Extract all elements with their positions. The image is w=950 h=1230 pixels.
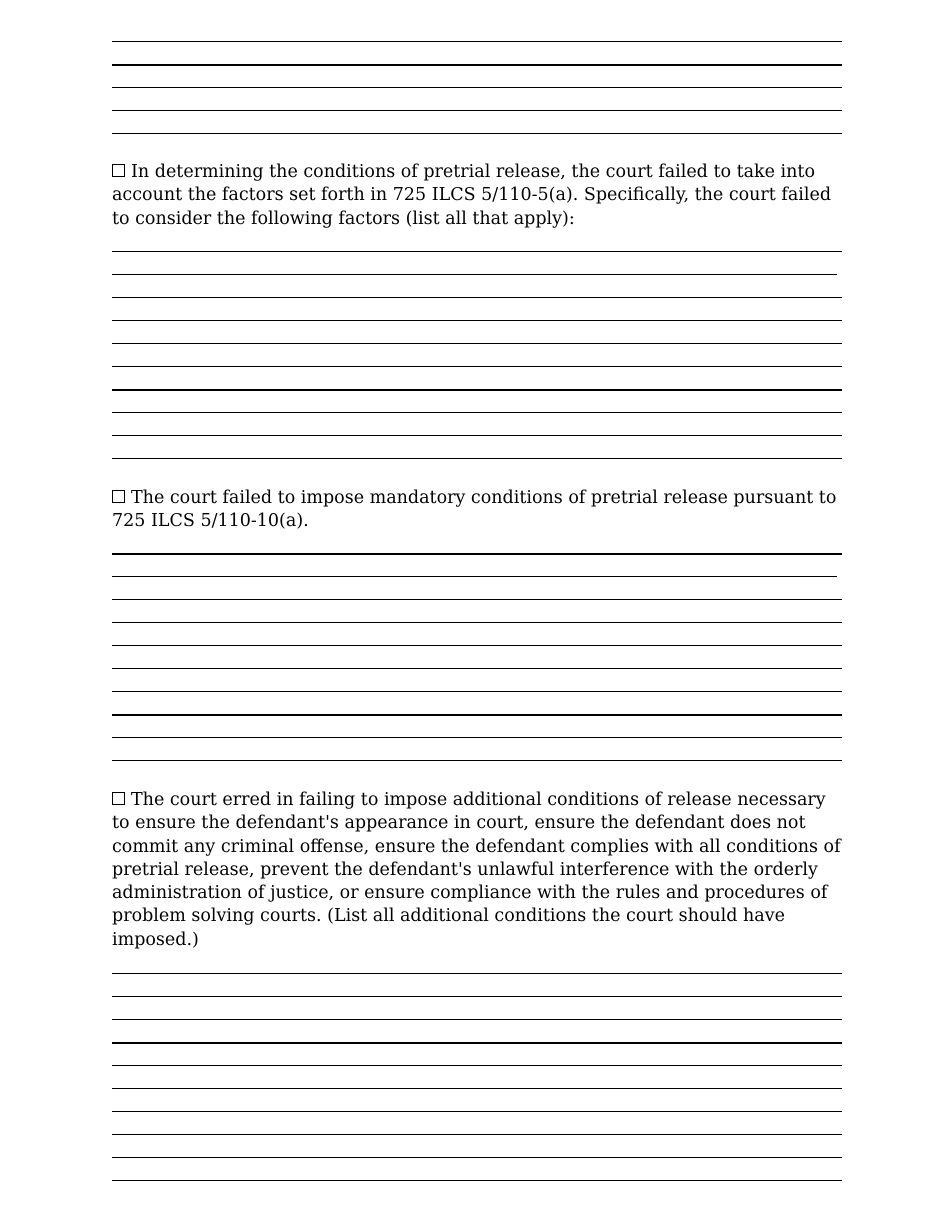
answer-line[interactable] [112, 714, 842, 716]
checkbox-empty-icon[interactable] [112, 792, 125, 805]
answer-line[interactable] [112, 1042, 842, 1044]
answer-line[interactable] [112, 343, 842, 344]
section-additional [112, 789, 842, 952]
answer-line[interactable] [112, 458, 842, 459]
answer-line[interactable] [112, 366, 842, 367]
answer-lines-top[interactable] [112, 41, 842, 156]
checkbox-empty-icon[interactable] [112, 490, 125, 503]
section-mandatory-text [112, 487, 842, 534]
answer-line[interactable] [112, 133, 842, 134]
answer-lines-factors[interactable] [112, 251, 842, 481]
answer-line[interactable] [112, 297, 842, 298]
answer-line[interactable] [112, 622, 842, 623]
answer-line[interactable] [112, 320, 842, 321]
answer-line[interactable] [112, 599, 842, 600]
answer-line[interactable] [112, 1019, 842, 1020]
answer-line[interactable] [112, 1088, 842, 1089]
answer-line[interactable] [112, 1157, 842, 1158]
section-additional-text [112, 789, 842, 952]
checkbox-empty-icon[interactable] [112, 164, 125, 177]
answer-line[interactable] [112, 41, 842, 42]
answer-line[interactable] [112, 553, 842, 555]
answer-line[interactable] [112, 576, 837, 577]
section-mandatory-label: The court failed to impose mandatory conditions of pretrial release pursuant to 725 ILCS 5/110-10(a). [112, 488, 837, 532]
answer-line[interactable] [112, 668, 842, 669]
answer-line[interactable] [112, 1134, 842, 1135]
answer-line[interactable] [112, 760, 842, 761]
answer-line[interactable] [112, 389, 842, 391]
answer-line[interactable] [112, 996, 842, 997]
section-factors-label: In determining the conditions of pretrial release, the court failed to take into account the factors set forth in 725 ILCS 5/110-5(a). Specifically, the court failed to consider the following factors (list all that apply): [112, 162, 832, 229]
answer-line[interactable] [112, 1065, 842, 1066]
answer-line[interactable] [112, 435, 842, 436]
answer-line[interactable] [112, 110, 842, 111]
section-factors [112, 161, 842, 231]
answer-line[interactable] [112, 412, 842, 413]
answer-line[interactable] [112, 1111, 842, 1112]
answer-lines-mandatory[interactable] [112, 553, 842, 783]
answer-line[interactable] [112, 737, 842, 738]
answer-line[interactable] [112, 251, 842, 252]
answer-line[interactable] [112, 274, 837, 275]
answer-lines-additional[interactable] [112, 973, 842, 1203]
answer-line[interactable] [112, 645, 842, 646]
answer-line[interactable] [112, 87, 842, 88]
answer-line[interactable] [112, 973, 842, 974]
answer-line[interactable] [112, 691, 842, 692]
section-mandatory [112, 487, 842, 534]
section-additional-label: The court erred in failing to impose additional conditions of release necessary to ensure the defendant's appearance in court, ensure the defendant does not commit any criminal offense, ensure the defendant complies with all conditions of pretrial release, prevent the defendant's unlawful interference with the orderly administration of justice, or ensure compliance with the rules and procedures of problem solving courts. (List all additional conditions the court should have imposed.) [112, 790, 841, 950]
answer-line[interactable] [112, 64, 842, 66]
section-factors-text [112, 161, 842, 231]
answer-line[interactable] [112, 1180, 842, 1181]
